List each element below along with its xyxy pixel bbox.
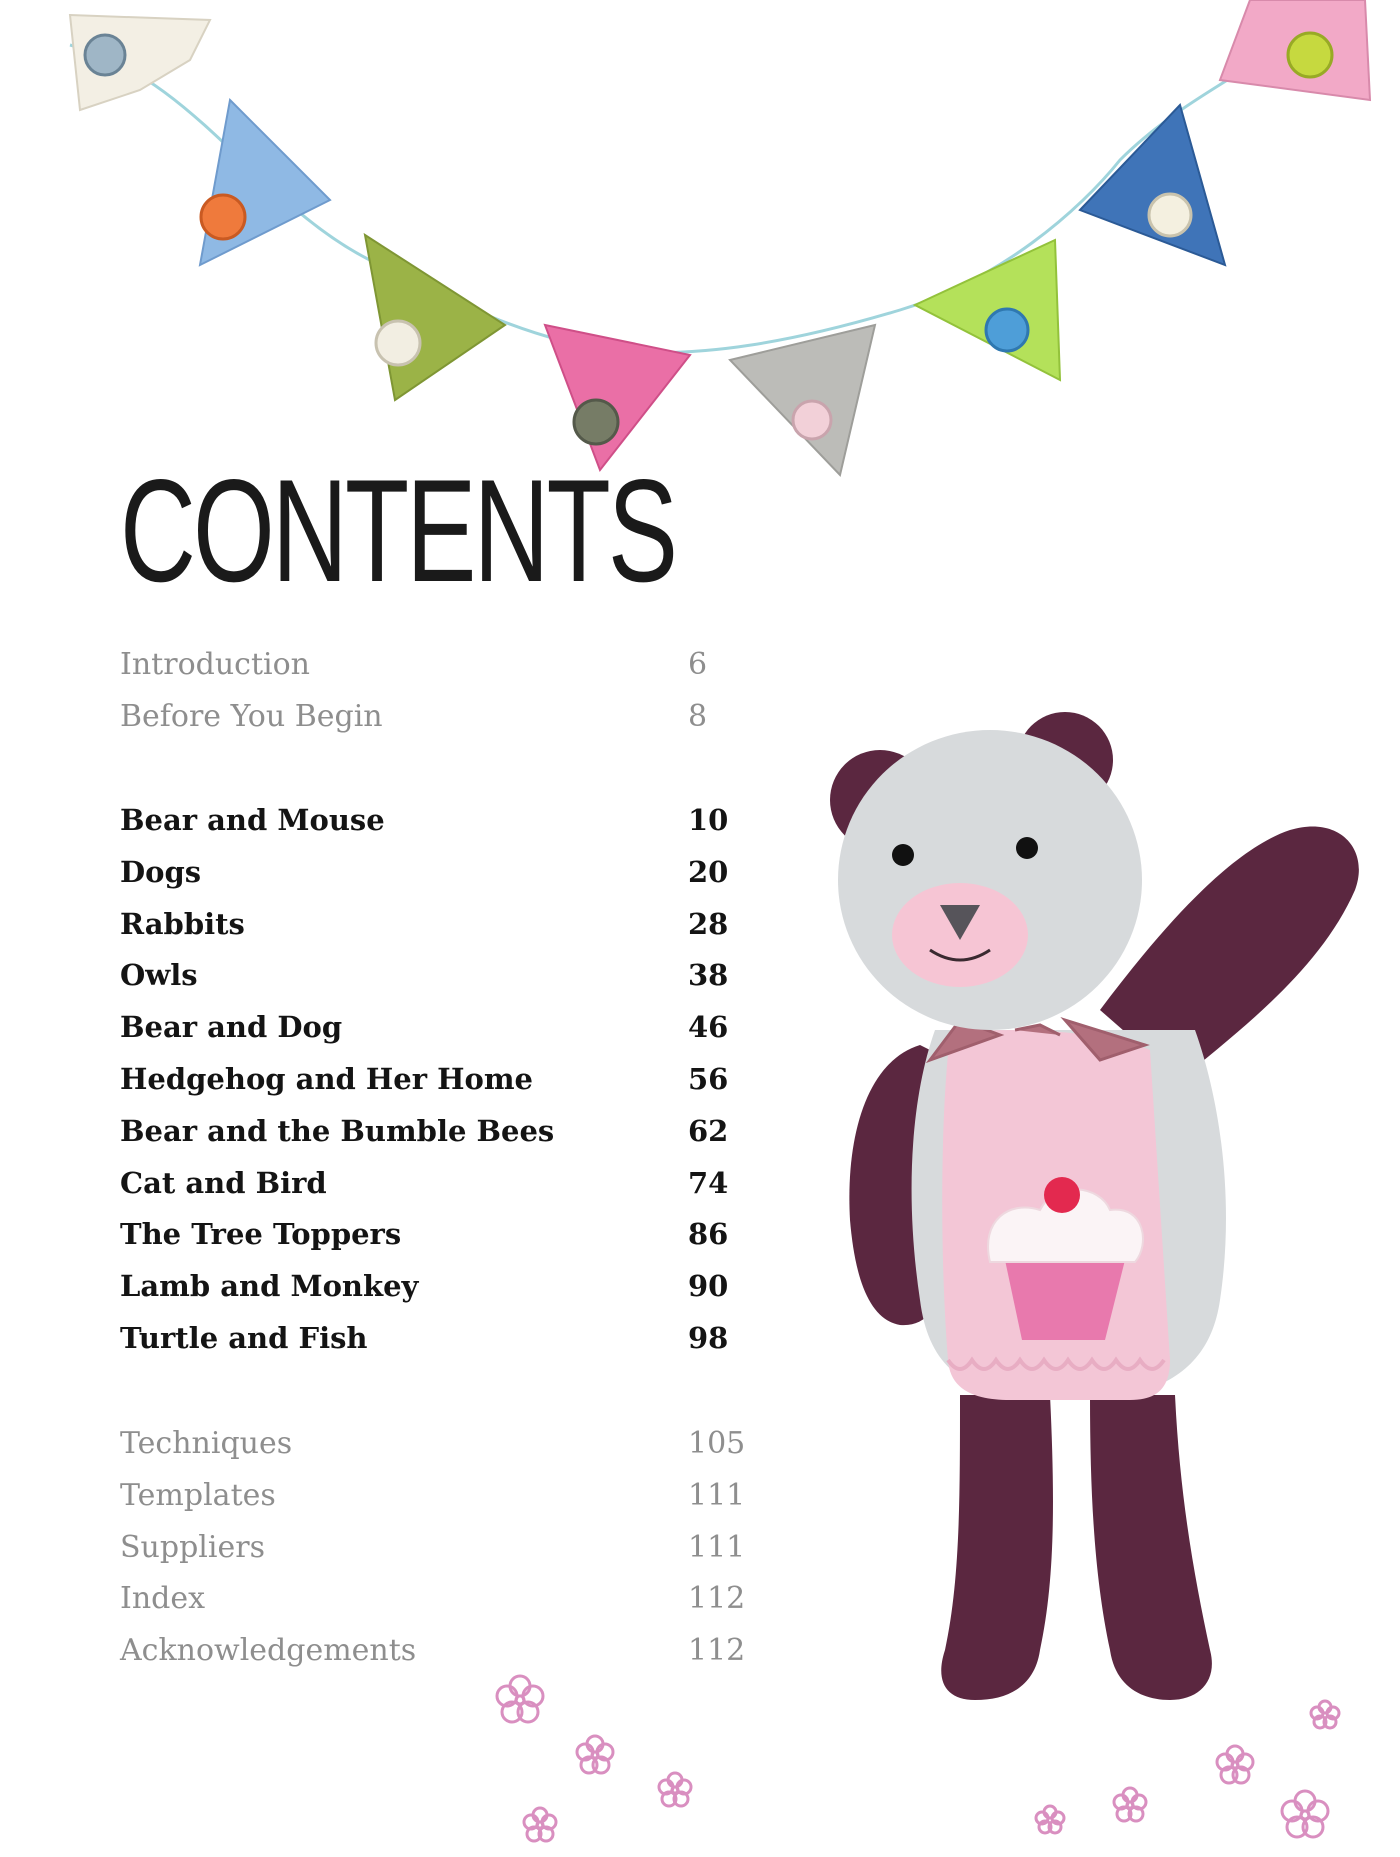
toc-entry-page: 112 [688, 1633, 746, 1669]
toc-entry-title: Templates [120, 1477, 276, 1513]
toc-entry-page: 105 [688, 1426, 746, 1461]
flower-icon [1036, 1806, 1064, 1833]
flower-icon [524, 1808, 556, 1841]
bear-eye-left [892, 844, 914, 866]
flower-icon [577, 1736, 613, 1773]
pennant-cream [70, 15, 210, 110]
crochet-bunting-garland [0, 0, 1400, 480]
flower-icon [1217, 1746, 1253, 1783]
bear-eye-right [1016, 837, 1038, 859]
toc-entry-title: Lamb and Monkey [120, 1269, 419, 1304]
toc-entry-title: Bear and Mouse [120, 803, 385, 837]
toc-entry-title: Owls [120, 958, 198, 993]
toc-entry-title: Turtle and Fish [120, 1320, 368, 1355]
toc-entry [120, 1424, 746, 1476]
flower-decorations [0, 1640, 1400, 1857]
toc-entry [120, 1266, 740, 1318]
toc-entry-page: 62 [688, 1113, 729, 1148]
toc-entry [120, 1059, 740, 1111]
toc-entry-title: Cat and Bird [120, 1165, 327, 1200]
toc-entry [120, 1163, 740, 1215]
toc-entry-page: 111 [688, 1529, 746, 1565]
pennant-pale-pink [1220, 0, 1370, 100]
pennant-royal-blue [1080, 105, 1225, 265]
flower-icon [1311, 1701, 1339, 1728]
toc-entry-page: 111 [688, 1477, 746, 1513]
toc-entry-page: 74 [688, 1165, 729, 1200]
toc-entry [120, 800, 740, 852]
toc-entry [120, 645, 740, 697]
toc-entry-page: 56 [688, 1061, 729, 1096]
toc-entry [120, 1476, 746, 1528]
flower-icon [659, 1773, 691, 1806]
toc-entry-title: Bear and Dog [120, 1010, 343, 1045]
toc-entry [120, 1007, 740, 1059]
toc-projects [120, 800, 740, 1370]
flower-icon [1114, 1788, 1146, 1821]
pennant-olive-green [365, 235, 505, 400]
toc-entry-title: Acknowledgements [120, 1633, 417, 1669]
toc-entry [120, 904, 740, 956]
toc-entry-page: 90 [688, 1269, 729, 1304]
toc-entry-page: 46 [688, 1010, 729, 1045]
toc-entry-title: Techniques [120, 1426, 293, 1461]
toc-entry-title: Hedgehog and Her Home [120, 1061, 534, 1096]
toc-entry-title: The Tree Toppers [120, 1217, 402, 1252]
toc-entry [120, 1111, 740, 1163]
toc-front-matter [120, 645, 740, 749]
toc-entry-title: Dogs [120, 854, 202, 889]
toc-entry-page: 112 [688, 1581, 746, 1617]
flower-icon [497, 1676, 543, 1722]
toc-entry-title: Bear and the Bumble Bees [120, 1113, 555, 1148]
toc-entry-page: 98 [688, 1320, 729, 1355]
toc-entry-title: Index [120, 1581, 206, 1617]
toc-entry-page: 8 [688, 698, 708, 734]
toc-entry-title: Before You Begin [120, 698, 383, 734]
toc-entry [120, 852, 740, 904]
pennant-grey [730, 325, 875, 475]
flower-icon [1282, 1791, 1328, 1837]
toc-entry-title: Introduction [120, 647, 310, 682]
bear-head [838, 730, 1142, 1030]
page-title: CONTENTS [120, 449, 676, 612]
toc-entry-page: 10 [688, 803, 729, 837]
pennant-light-blue [200, 100, 330, 265]
toc-entry-title: Rabbits [120, 906, 245, 941]
toc-entry-page: 28 [688, 906, 729, 941]
toc-entry-page: 20 [688, 854, 729, 889]
toc-entry [120, 697, 740, 749]
pennant-lime-green [915, 240, 1060, 380]
crochet-bear-image [800, 700, 1380, 1750]
toc-entry [120, 1214, 740, 1266]
toc-entry-page: 38 [688, 958, 729, 993]
toc-entry [120, 1318, 740, 1370]
toc-entry [120, 1528, 746, 1580]
toc-entry-page: 86 [688, 1217, 729, 1252]
toc-entry [120, 955, 740, 1007]
toc-entry-page: 6 [688, 647, 708, 682]
toc-entry-title: Suppliers [120, 1529, 265, 1565]
toc-entry [120, 1579, 746, 1631]
